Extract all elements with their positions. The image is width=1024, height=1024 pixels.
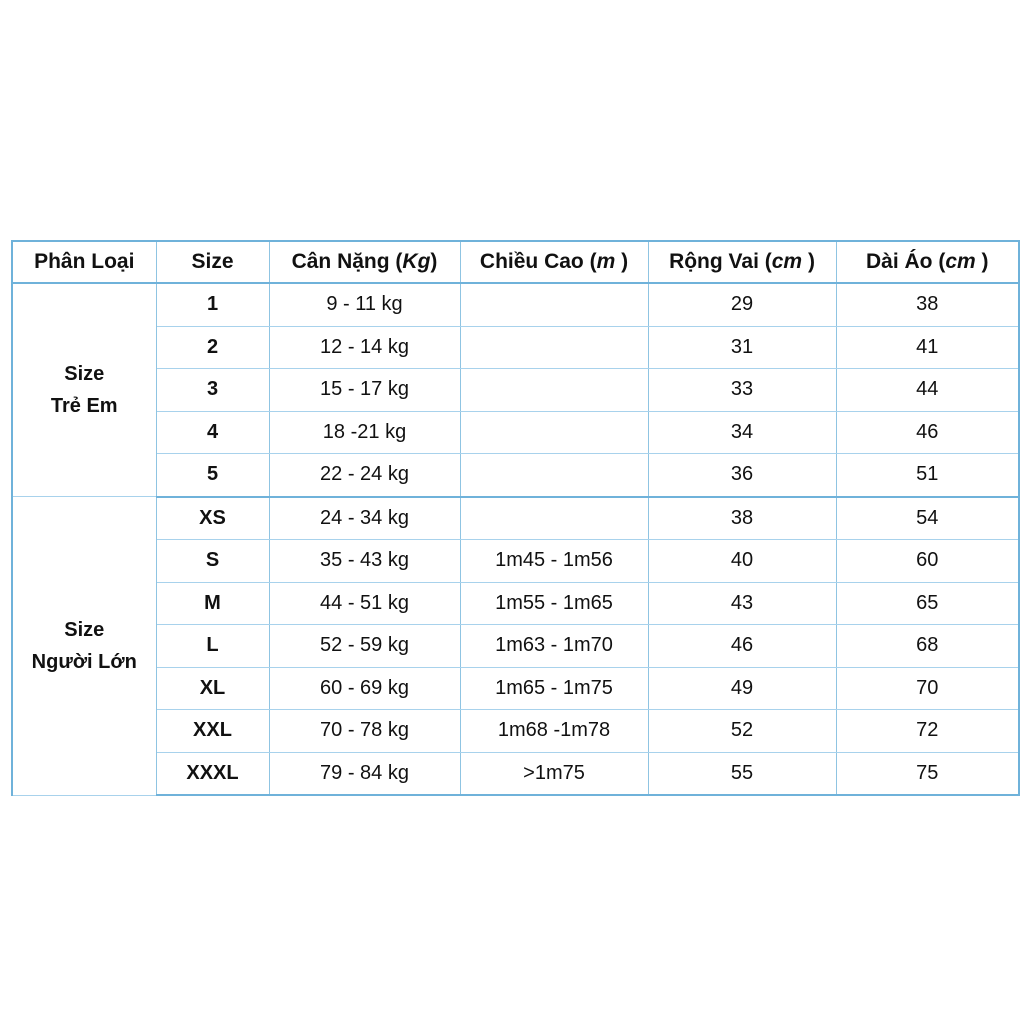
length-cell: 70 (836, 667, 1019, 710)
table-row (12, 710, 1019, 753)
weight-cell: 22 - 24 kg (269, 454, 460, 497)
length-cell: 65 (836, 582, 1019, 625)
height-cell: 1m55 - 1m65 (460, 582, 648, 625)
size-cell: 2 (156, 326, 269, 369)
weight-cell: 15 - 17 kg (269, 369, 460, 412)
height-cell (460, 497, 648, 540)
table-body (12, 283, 1019, 795)
size-cell: 1 (156, 283, 269, 326)
length-cell: 72 (836, 710, 1019, 753)
group-label-line1: Size (64, 363, 105, 385)
weight-cell: 12 - 14 kg (269, 326, 460, 369)
height-cell: 1m68 -1m78 (460, 710, 648, 753)
weight-cell: 44 - 51 kg (269, 582, 460, 625)
size-chart-table (11, 240, 1020, 796)
header-close: ) (430, 250, 438, 273)
group-label-line2: Trẻ Em (50, 395, 118, 417)
header-unit: m (596, 250, 616, 273)
weight-cell: 24 - 34 kg (269, 497, 460, 540)
weight-cell: 52 - 59 kg (269, 625, 460, 668)
height-cell (460, 369, 648, 412)
shoulder-cell: 34 (648, 411, 836, 454)
shoulder-cell: 46 (648, 625, 836, 668)
header-close: ) (615, 250, 629, 273)
weight-cell: 9 - 11 kg (269, 283, 460, 326)
shoulder-cell: 36 (648, 454, 836, 497)
header-category (12, 241, 156, 283)
length-cell: 54 (836, 497, 1019, 540)
size-cell: 4 (156, 411, 269, 454)
table-row (12, 540, 1019, 583)
size-cell: M (156, 582, 269, 625)
size-cell: 5 (156, 454, 269, 497)
length-cell: 75 (836, 752, 1019, 795)
height-cell (460, 283, 648, 326)
table-header (12, 241, 1019, 283)
weight-cell: 60 - 69 kg (269, 667, 460, 710)
header-weight (269, 241, 460, 283)
weight-cell: 35 - 43 kg (269, 540, 460, 583)
header-unit: Kg (402, 250, 431, 273)
header-height (460, 241, 648, 283)
height-cell (460, 411, 648, 454)
weight-cell: 70 - 78 kg (269, 710, 460, 753)
group-label-cell (12, 283, 156, 497)
table-row (12, 326, 1019, 369)
size-cell: XXL (156, 710, 269, 753)
header-row (12, 241, 1019, 283)
table-row (12, 454, 1019, 497)
height-cell: >1m75 (460, 752, 648, 795)
height-cell (460, 454, 648, 497)
shoulder-cell: 31 (648, 326, 836, 369)
length-cell: 38 (836, 283, 1019, 326)
length-cell: 46 (836, 411, 1019, 454)
size-cell: S (156, 540, 269, 583)
size-cell: XS (156, 497, 269, 540)
shoulder-cell: 29 (648, 283, 836, 326)
shoulder-cell: 43 (648, 582, 836, 625)
table-row (12, 582, 1019, 625)
height-cell: 1m63 - 1m70 (460, 625, 648, 668)
length-cell: 44 (836, 369, 1019, 412)
header-text: Phân Loại (34, 250, 135, 273)
header-size (156, 241, 269, 283)
header-shoulder (648, 241, 836, 283)
size-cell: XXXL (156, 752, 269, 795)
header-text: Chiều Cao ( (479, 250, 597, 273)
size-cell: 3 (156, 369, 269, 412)
length-cell: 60 (836, 540, 1019, 583)
length-cell: 68 (836, 625, 1019, 668)
group-label-line2: Người Lớn (31, 650, 137, 673)
group-label-line1: Size (64, 618, 105, 641)
shoulder-cell: 38 (648, 497, 836, 540)
shoulder-cell: 52 (648, 710, 836, 753)
size-cell: L (156, 625, 269, 668)
table-row (12, 625, 1019, 668)
header-unit: cm (945, 250, 976, 273)
table-row (12, 411, 1019, 454)
table-row (12, 497, 1019, 540)
height-cell: 1m45 - 1m56 (460, 540, 648, 583)
shoulder-cell: 40 (648, 540, 836, 583)
weight-cell: 79 - 84 kg (269, 752, 460, 795)
height-cell: 1m65 - 1m75 (460, 667, 648, 710)
header-length (836, 241, 1019, 283)
header-text: Rộng Vai ( (669, 250, 772, 273)
weight-cell: 18 -21 kg (269, 411, 460, 454)
table-row (12, 752, 1019, 795)
header-unit: cm (771, 250, 803, 273)
shoulder-cell: 33 (648, 369, 836, 412)
header-text: Dài Áo ( (865, 250, 946, 273)
length-cell: 41 (836, 326, 1019, 369)
shoulder-cell: 55 (648, 752, 836, 795)
header-text: Size (191, 250, 234, 273)
table-row (12, 283, 1019, 326)
header-text: Cân Nặng ( (291, 250, 403, 273)
size-cell: XL (156, 667, 269, 710)
table-row (12, 369, 1019, 412)
table-row (12, 667, 1019, 710)
header-close: ) (975, 250, 989, 273)
group-label-cell (12, 497, 156, 796)
length-cell: 51 (836, 454, 1019, 497)
header-close: ) (802, 250, 815, 273)
height-cell (460, 326, 648, 369)
shoulder-cell: 49 (648, 667, 836, 710)
